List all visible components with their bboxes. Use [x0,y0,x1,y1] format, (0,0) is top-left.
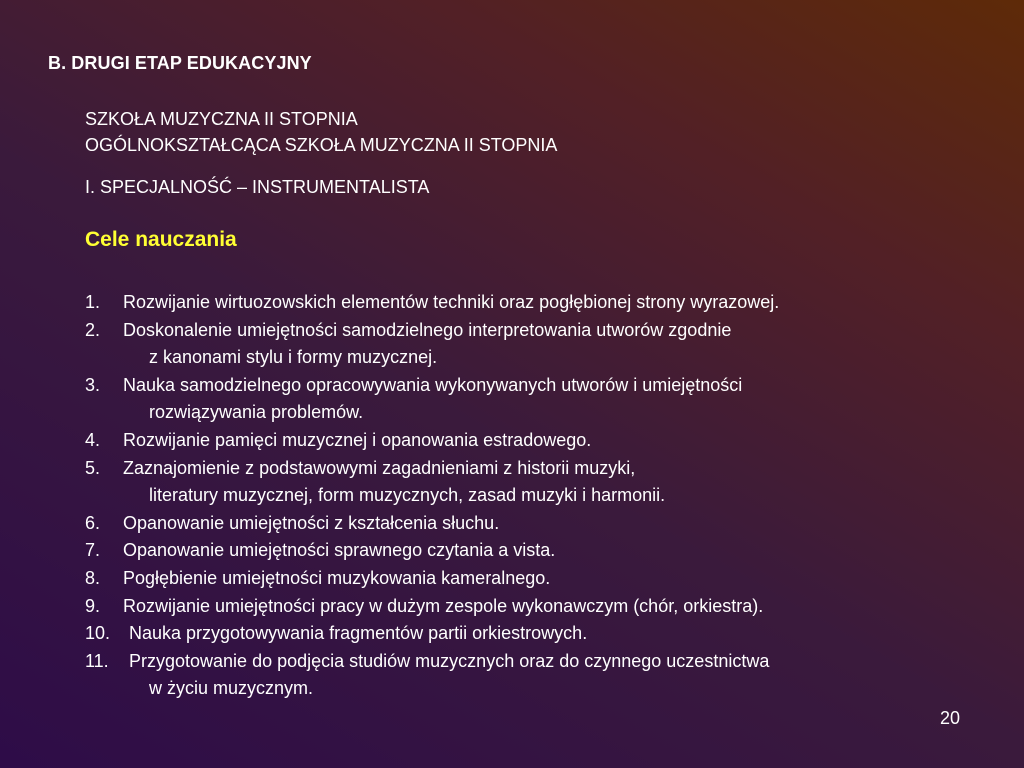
list-item-continuation: literatury muzycznej, form muzycznych, zasad muzyki i harmonii. [149,485,666,506]
list-item [85,593,985,621]
list-item-text: Nauka samodzielnego opracowywania wykonywanych utworów i umiejętności [123,374,743,395]
list-item-continuation: rozwiązywania problemów. [149,402,364,423]
list-item-text: Doskonalenie umiejętności samodzielnego interpretowania utworów zgodnie [123,319,732,340]
list-item-number: 5. [85,457,101,478]
list-item-text: Pogłębienie umiejętności muzykowania kameralnego. [123,567,551,588]
list-item-number: 6. [85,512,101,533]
school-line-2: OGÓLNOKSZTAŁCĄCA SZKOŁA MUZYCZNA II STOPNIA [85,135,558,155]
school-names [85,106,557,158]
section-heading: B. DRUGI ETAP EDUKACYJNY [48,53,312,73]
list-item [85,289,985,317]
list-item [85,455,985,510]
list-item-number: 1. [85,292,101,312]
list-item-number: 7. [85,540,101,561]
list-item-number: 11. [85,650,109,671]
list-item [85,537,985,565]
list-item-text: Przygotowanie do podjęcia studiów muzycznych oraz do czynnego uczestnictwa [129,650,770,671]
list-item-text: Rozwijanie pamięci muzycznej i opanowania estradowego. [123,429,592,450]
list-item-text: Rozwijanie wirtuozowskich elementów techniki oraz pogłębionej strony wyrazowej. [123,292,780,312]
list-item-number: 10. [85,623,111,644]
list-item [85,565,985,593]
list-item-number: 8. [85,567,101,588]
list-item [85,510,985,538]
list-item-text: Rozwijanie umiejętności pracy w dużym zespole wykonawczym (chór, orkiestra). [123,595,764,616]
list-item-continuation: w życiu muzycznym. [149,678,314,699]
list-item-text: Opanowanie umiejętności z kształcenia słuchu. [123,512,500,533]
list-item [85,648,985,703]
specialty-title: I. SPECJALNOŚĆ – INSTRUMENTALISTA [85,177,430,197]
list-item-text: Nauka przygotowywania fragmentów partii orkiestrowych. [129,623,588,644]
list-item [85,620,985,648]
list-item [85,372,985,427]
goals-list [85,289,985,703]
list-item-number: 4. [85,429,101,450]
school-line-1: SZKOŁA MUZYCZNA II STOPNIA [85,109,358,129]
list-item-text: Opanowanie umiejętności sprawnego czytania a vista. [123,540,556,561]
list-item [85,317,985,372]
goals-title: Cele nauczania [85,228,237,251]
list-item-number: 3. [85,374,101,395]
list-item-continuation: z kanonami stylu i formy muzycznej. [149,347,438,368]
list-item [85,427,985,455]
list-item-number: 2. [85,319,101,340]
page-number: 20 [940,708,961,728]
list-item-number: 9. [85,595,101,616]
list-item-text: Zaznajomienie z podstawowymi zagadnieniami z historii muzyki, [123,457,636,478]
